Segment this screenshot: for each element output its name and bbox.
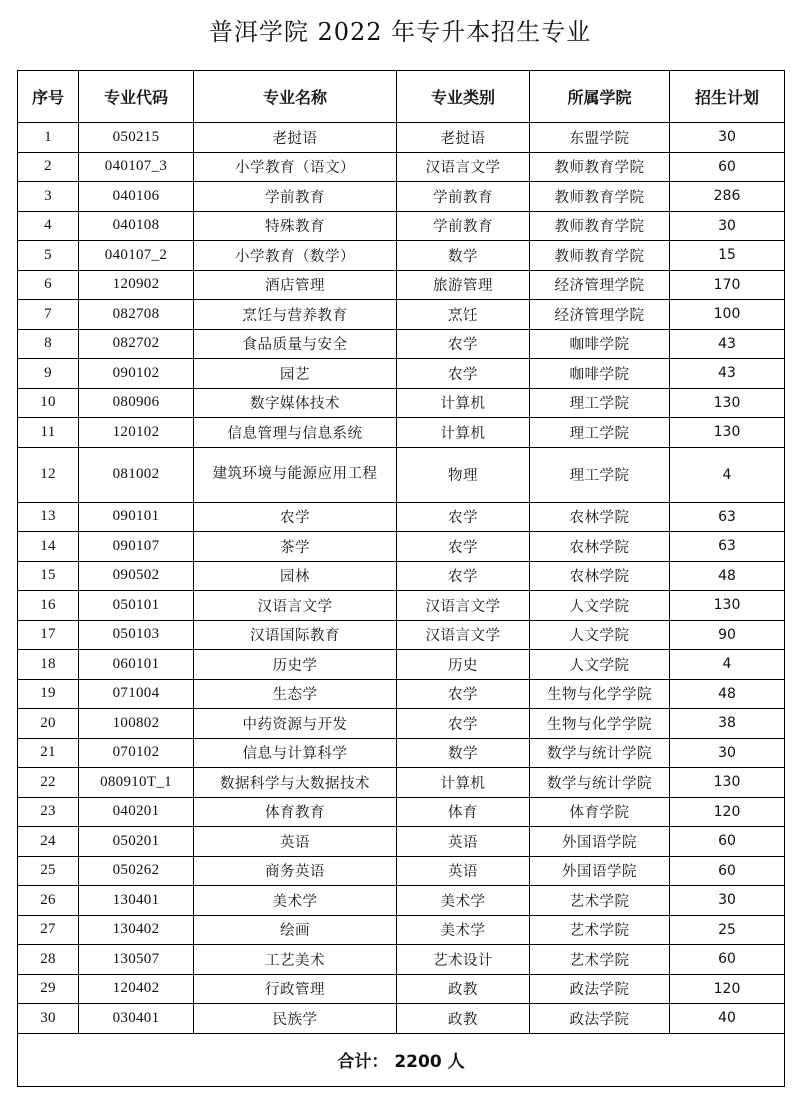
cell-name: 农学	[194, 502, 397, 532]
cell-college: 体育学院	[530, 797, 670, 827]
cell-name: 信息管理与信息系统	[194, 418, 397, 448]
cell-quota: 130	[670, 768, 785, 798]
cell-quota: 120	[670, 797, 785, 827]
enrollment-table	[17, 70, 785, 1087]
table-row	[18, 915, 785, 945]
table-row	[18, 945, 785, 975]
cell-code: 060101	[79, 650, 194, 680]
cell-name: 园林	[194, 561, 397, 591]
table-row	[18, 679, 785, 709]
cell-code: 080906	[79, 388, 194, 418]
cell-index: 4	[18, 211, 79, 241]
cell-name: 食品质量与安全	[194, 329, 397, 359]
cell-quota: 63	[670, 532, 785, 562]
cell-category: 体育	[397, 797, 530, 827]
cell-index: 1	[18, 123, 79, 153]
cell-code: 081002	[79, 447, 194, 502]
header-college: 所属学院	[530, 71, 670, 123]
header-name: 专业名称	[194, 71, 397, 123]
cell-college: 农林学院	[530, 502, 670, 532]
cell-category: 英语	[397, 856, 530, 886]
cell-college: 教师教育学院	[530, 211, 670, 241]
table-row	[18, 827, 785, 857]
cell-quota: 120	[670, 974, 785, 1004]
total-cell	[18, 1033, 785, 1086]
cell-quota: 30	[670, 738, 785, 768]
table-row	[18, 797, 785, 827]
cell-code: 080910T_1	[79, 768, 194, 798]
table-row	[18, 359, 785, 389]
cell-category: 政教	[397, 974, 530, 1004]
cell-index: 5	[18, 241, 79, 271]
table-row	[18, 650, 785, 680]
cell-code: 120902	[79, 270, 194, 300]
cell-category: 汉语言文学	[397, 152, 530, 182]
cell-name: 茶学	[194, 532, 397, 562]
table-row	[18, 447, 785, 502]
table-row	[18, 241, 785, 271]
cell-name: 汉语言文学	[194, 591, 397, 621]
table-row	[18, 591, 785, 621]
total-value: 2200	[394, 1052, 442, 1072]
cell-code: 030401	[79, 1004, 194, 1034]
table-body	[18, 123, 785, 1034]
cell-category: 农学	[397, 561, 530, 591]
cell-index: 8	[18, 329, 79, 359]
cell-college: 教师教育学院	[530, 182, 670, 212]
cell-index: 28	[18, 945, 79, 975]
cell-quota: 15	[670, 241, 785, 271]
cell-category: 政教	[397, 1004, 530, 1034]
cell-name: 酒店管理	[194, 270, 397, 300]
cell-college: 政法学院	[530, 1004, 670, 1034]
cell-name: 生态学	[194, 679, 397, 709]
cell-name: 工艺美术	[194, 945, 397, 975]
cell-category: 农学	[397, 532, 530, 562]
total-unit: 人	[447, 1052, 465, 1072]
cell-quota: 60	[670, 945, 785, 975]
cell-college: 理工学院	[530, 418, 670, 448]
cell-quota: 60	[670, 827, 785, 857]
table-row	[18, 532, 785, 562]
cell-quota: 130	[670, 418, 785, 448]
cell-index: 19	[18, 679, 79, 709]
cell-quota: 90	[670, 620, 785, 650]
cell-code: 082702	[79, 329, 194, 359]
cell-code: 090502	[79, 561, 194, 591]
cell-college: 生物与化学学院	[530, 709, 670, 739]
cell-quota: 48	[670, 561, 785, 591]
cell-college: 外国语学院	[530, 856, 670, 886]
cell-quota: 130	[670, 591, 785, 621]
cell-code: 120402	[79, 974, 194, 1004]
cell-index: 29	[18, 974, 79, 1004]
cell-category: 学前教育	[397, 182, 530, 212]
table-row	[18, 182, 785, 212]
cell-code: 071004	[79, 679, 194, 709]
cell-name: 汉语国际教育	[194, 620, 397, 650]
cell-name: 行政管理	[194, 974, 397, 1004]
cell-quota: 48	[670, 679, 785, 709]
cell-index: 17	[18, 620, 79, 650]
cell-college: 艺术学院	[530, 886, 670, 916]
cell-quota: 38	[670, 709, 785, 739]
cell-index: 22	[18, 768, 79, 798]
header-index: 序号	[18, 71, 79, 123]
cell-category: 数学	[397, 241, 530, 271]
table-row	[18, 709, 785, 739]
cell-college: 外国语学院	[530, 827, 670, 857]
cell-index: 13	[18, 502, 79, 532]
table-row	[18, 502, 785, 532]
cell-index: 25	[18, 856, 79, 886]
cell-category: 美术学	[397, 886, 530, 916]
table-row	[18, 152, 785, 182]
cell-name: 数据科学与大数据技术	[194, 768, 397, 798]
cell-index: 24	[18, 827, 79, 857]
cell-college: 理工学院	[530, 388, 670, 418]
cell-index: 9	[18, 359, 79, 389]
cell-index: 7	[18, 300, 79, 330]
cell-college: 理工学院	[530, 447, 670, 502]
table-header	[18, 71, 785, 123]
cell-code: 040107_2	[79, 241, 194, 271]
cell-category: 农学	[397, 709, 530, 739]
cell-category: 农学	[397, 502, 530, 532]
cell-category: 老挝语	[397, 123, 530, 153]
cell-name: 中药资源与开发	[194, 709, 397, 739]
cell-college: 人文学院	[530, 650, 670, 680]
cell-quota: 43	[670, 329, 785, 359]
cell-quota: 63	[670, 502, 785, 532]
cell-college: 艺术学院	[530, 915, 670, 945]
cell-quota: 170	[670, 270, 785, 300]
cell-index: 6	[18, 270, 79, 300]
cell-name: 民族学	[194, 1004, 397, 1034]
cell-college: 教师教育学院	[530, 241, 670, 271]
cell-category: 计算机	[397, 388, 530, 418]
cell-name: 历史学	[194, 650, 397, 680]
cell-category: 历史	[397, 650, 530, 680]
cell-code: 090101	[79, 502, 194, 532]
cell-name: 园艺	[194, 359, 397, 389]
cell-category: 烹饪	[397, 300, 530, 330]
cell-college: 数学与统计学院	[530, 738, 670, 768]
cell-index: 18	[18, 650, 79, 680]
cell-name: 建筑环境与能源应用工程	[194, 447, 397, 502]
cell-college: 生物与化学学院	[530, 679, 670, 709]
cell-category: 旅游管理	[397, 270, 530, 300]
cell-index: 11	[18, 418, 79, 448]
cell-name: 烹饪与营养教育	[194, 300, 397, 330]
cell-index: 12	[18, 447, 79, 502]
cell-college: 咖啡学院	[530, 359, 670, 389]
cell-index: 20	[18, 709, 79, 739]
cell-college: 经济管理学院	[530, 300, 670, 330]
cell-category: 农学	[397, 679, 530, 709]
header-code: 专业代码	[79, 71, 194, 123]
cell-name: 体育教育	[194, 797, 397, 827]
table-row	[18, 123, 785, 153]
cell-college: 人文学院	[530, 620, 670, 650]
cell-quota: 30	[670, 123, 785, 153]
table-row	[18, 418, 785, 448]
header-row	[18, 71, 785, 123]
cell-code: 040108	[79, 211, 194, 241]
table-footer	[18, 1033, 785, 1086]
cell-college: 咖啡学院	[530, 329, 670, 359]
cell-quota: 4	[670, 650, 785, 680]
cell-code: 082708	[79, 300, 194, 330]
cell-name: 特殊教育	[194, 211, 397, 241]
cell-category: 学前教育	[397, 211, 530, 241]
cell-quota: 100	[670, 300, 785, 330]
cell-category: 英语	[397, 827, 530, 857]
cell-name: 英语	[194, 827, 397, 857]
cell-index: 26	[18, 886, 79, 916]
cell-category: 美术学	[397, 915, 530, 945]
cell-quota: 60	[670, 152, 785, 182]
cell-college: 农林学院	[530, 532, 670, 562]
cell-index: 15	[18, 561, 79, 591]
cell-quota: 130	[670, 388, 785, 418]
table-row	[18, 270, 785, 300]
cell-category: 计算机	[397, 418, 530, 448]
cell-index: 2	[18, 152, 79, 182]
cell-code: 130402	[79, 915, 194, 945]
cell-quota: 286	[670, 182, 785, 212]
cell-code: 090107	[79, 532, 194, 562]
cell-index: 16	[18, 591, 79, 621]
table-row	[18, 768, 785, 798]
header-category: 专业类别	[397, 71, 530, 123]
table-row	[18, 1004, 785, 1034]
cell-name: 小学教育（数学）	[194, 241, 397, 271]
cell-name: 学前教育	[194, 182, 397, 212]
cell-college: 人文学院	[530, 591, 670, 621]
cell-category: 汉语言文学	[397, 591, 530, 621]
cell-index: 14	[18, 532, 79, 562]
cell-code: 040201	[79, 797, 194, 827]
cell-code: 130507	[79, 945, 194, 975]
table-row	[18, 856, 785, 886]
cell-code: 100802	[79, 709, 194, 739]
cell-category: 数学	[397, 738, 530, 768]
cell-college: 东盟学院	[530, 123, 670, 153]
cell-code: 050201	[79, 827, 194, 857]
cell-quota: 60	[670, 856, 785, 886]
cell-code: 090102	[79, 359, 194, 389]
table-row	[18, 886, 785, 916]
header-quota: 招生计划	[670, 71, 785, 123]
table-row	[18, 211, 785, 241]
cell-category: 汉语言文学	[397, 620, 530, 650]
cell-code: 040106	[79, 182, 194, 212]
table-row	[18, 738, 785, 768]
cell-code: 040107_3	[79, 152, 194, 182]
cell-quota: 43	[670, 359, 785, 389]
cell-quota: 4	[670, 447, 785, 502]
table-row	[18, 388, 785, 418]
cell-category: 农学	[397, 359, 530, 389]
cell-code: 050215	[79, 123, 194, 153]
cell-quota: 25	[670, 915, 785, 945]
page-title: 普洱学院 2022 年专升本招生专业	[208, 18, 592, 46]
cell-name: 美术学	[194, 886, 397, 916]
cell-index: 23	[18, 797, 79, 827]
cell-index: 10	[18, 388, 79, 418]
cell-college: 教师教育学院	[530, 152, 670, 182]
cell-code: 120102	[79, 418, 194, 448]
table-row	[18, 300, 785, 330]
cell-code: 070102	[79, 738, 194, 768]
cell-college: 农林学院	[530, 561, 670, 591]
cell-name: 信息与计算科学	[194, 738, 397, 768]
table-row	[18, 620, 785, 650]
cell-name: 绘画	[194, 915, 397, 945]
total-row	[18, 1033, 785, 1086]
total-label: 合计：	[337, 1052, 389, 1072]
table-row	[18, 329, 785, 359]
cell-code: 050262	[79, 856, 194, 886]
cell-index: 30	[18, 1004, 79, 1034]
cell-name: 老挝语	[194, 123, 397, 153]
cell-college: 经济管理学院	[530, 270, 670, 300]
cell-quota: 40	[670, 1004, 785, 1034]
cell-college: 数学与统计学院	[530, 768, 670, 798]
cell-college: 艺术学院	[530, 945, 670, 975]
cell-name: 数字媒体技术	[194, 388, 397, 418]
cell-name: 小学教育（语文）	[194, 152, 397, 182]
cell-quota: 30	[670, 886, 785, 916]
cell-quota: 30	[670, 211, 785, 241]
cell-code: 130401	[79, 886, 194, 916]
cell-code: 050101	[79, 591, 194, 621]
table-row	[18, 561, 785, 591]
cell-index: 21	[18, 738, 79, 768]
cell-name: 商务英语	[194, 856, 397, 886]
cell-college: 政法学院	[530, 974, 670, 1004]
cell-index: 3	[18, 182, 79, 212]
cell-category: 物理	[397, 447, 530, 502]
cell-category: 计算机	[397, 768, 530, 798]
cell-code: 050103	[79, 620, 194, 650]
cell-index: 27	[18, 915, 79, 945]
table-row	[18, 974, 785, 1004]
cell-category: 农学	[397, 329, 530, 359]
cell-category: 艺术设计	[397, 945, 530, 975]
